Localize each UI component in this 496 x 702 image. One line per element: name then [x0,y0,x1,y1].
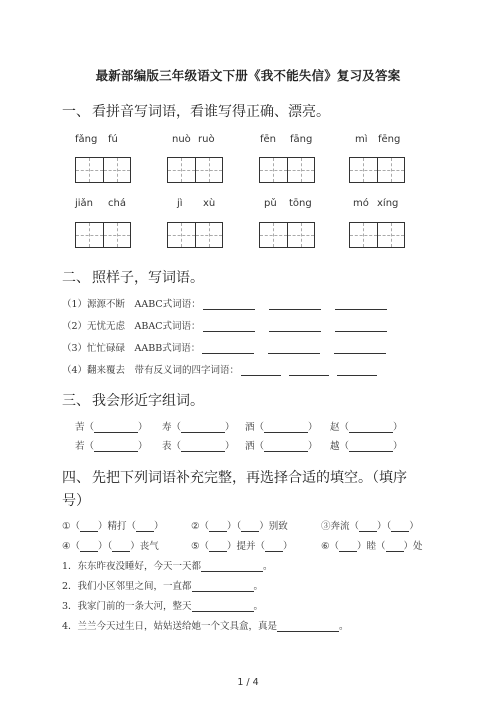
idiom-6 [321,538,423,552]
section1-heading [62,101,330,121]
answer-blank[interactable] [201,561,263,572]
answer-blank[interactable] [112,541,130,552]
pinyin-8-1: mó [353,198,369,209]
idiom-text: ④（ [62,541,81,552]
idiom-text: ）（ [377,521,392,532]
pinyin-1-2: fú [108,134,118,145]
writing-grid[interactable] [259,222,315,248]
sentence-4 [62,618,349,632]
answer-blank[interactable] [349,422,393,433]
sentence-end: 。 [339,621,349,632]
idiom-text: ）丧气 [130,541,159,552]
answer-blank[interactable] [289,365,329,376]
char-compound: 寿（ ） [162,422,235,433]
char-compound: 苦（ ） [75,422,148,433]
sentence-end: 。 [263,561,273,572]
page-number: 1 / 4 [237,677,259,688]
base-char: 越 [330,441,340,452]
section4-number: 四、 [62,470,90,486]
pinyin-7-1: pǔ [264,198,277,209]
writing-grid[interactable] [75,157,131,183]
answer-blank[interactable] [241,521,259,532]
base-char: 苦 [75,422,85,433]
section2-heading [62,267,204,287]
answer-blank[interactable] [264,422,308,433]
answer-blank[interactable] [391,521,409,532]
base-char: 表 [162,441,172,452]
writing-grid[interactable] [75,222,131,248]
base-char: 洒 [245,441,255,452]
sentence-text: 1．东东昨夜没睡好，今天一天都 [62,561,202,572]
base-char: 酒 [245,422,255,433]
section2-heading-text: 照样子，写词语。 [92,270,204,286]
answer-blank[interactable] [337,365,377,376]
pinyin-6-2: xù [203,198,216,209]
answer-blank[interactable] [335,321,387,332]
answer-blank[interactable] [386,541,404,552]
char-compound: 酒（ ） [245,422,318,433]
writing-grid[interactable] [167,157,223,183]
section4-heading-text: 先把下列词语补充完整，再选择合适的填空。（填序 [92,470,407,486]
pinyin-3-1: fēn [260,134,277,145]
sentence-text: 3．我家门前的一条大河，整天 [62,601,192,612]
char-compound: 表（ ） [162,441,235,452]
pinyin-2-1: nuò [172,134,191,145]
idiom-text: ）（ [227,521,242,532]
idiom-1 [62,518,164,532]
section3-number: 三、 [62,393,90,409]
idiom-text: ）处 [403,541,423,552]
writing-grid[interactable] [167,222,223,248]
pinyin-3-2: fāng [290,134,313,145]
answer-blank[interactable] [334,343,386,354]
section1-number: 一、 [62,104,90,120]
sentence-1 [62,558,273,572]
idiom-text: ⑤（ [191,541,210,552]
idiom-3 [321,518,419,532]
item-3 [62,340,386,354]
answer-blank[interactable] [94,441,138,452]
answer-blank[interactable] [192,601,254,612]
item-label: （3）忙忙碌碌 AABB式词语： [62,343,201,354]
char-compound: 洒（ ） [245,441,318,452]
idiom-text: ） [154,521,164,532]
sentence-end: 。 [253,581,264,592]
answer-blank[interactable] [349,441,393,452]
answer-blank[interactable] [203,321,255,332]
writing-grid[interactable] [259,157,315,183]
answer-blank[interactable] [264,441,308,452]
answer-blank[interactable] [359,521,377,532]
sentence-2 [62,578,263,592]
idiom-text: ）提并（ [227,541,266,552]
answer-blank[interactable] [268,343,320,354]
idiom-4 [62,538,159,552]
section3-heading-text: 我会形近字组词。 [92,393,204,409]
pinyin-4-2: fēng [378,134,401,145]
answer-blank[interactable] [339,541,357,552]
answer-blank[interactable] [80,521,98,532]
answer-blank[interactable] [241,365,281,376]
char-compound: 越（ ） [330,441,403,452]
answer-blank[interactable] [277,621,339,632]
idiom-2 [191,518,288,532]
answer-blank[interactable] [335,299,387,310]
sentence-text: 2．我们小区邻里之间，一直都 [62,581,192,592]
answer-blank[interactable] [181,422,225,433]
page-title: 最新部编版三年级语文下册《我不能失信》复习及答案 [95,68,401,83]
answer-blank[interactable] [181,441,225,452]
answer-blank[interactable] [202,343,254,354]
answer-blank[interactable] [269,299,321,310]
answer-blank[interactable] [269,321,321,332]
answer-blank[interactable] [94,422,138,433]
idiom-text: ） [283,541,293,552]
idiom-text: ）睦（ [357,541,386,552]
pinyin-6-1: jì [177,198,183,209]
pinyin-5-1: jiǎn [75,198,94,209]
section4-heading [62,467,407,487]
item-label: （2）无忧无虑 ABAC式词语： [62,321,201,332]
pinyin-1-1: fǎng [75,134,98,145]
pinyin-4-1: mì [355,134,368,145]
section2-number: 二、 [62,270,90,286]
answer-blank[interactable] [209,521,227,532]
answer-blank[interactable] [80,541,98,552]
char-compound: 赵（ ） [330,422,403,433]
idiom-text: ）别致 [259,521,288,532]
section3-heading [62,390,204,410]
item-label: （1）源源不断 AABC式词语： [62,299,201,310]
pinyin-7-2: tōng [289,198,312,209]
answer-blank[interactable] [209,541,227,552]
idiom-text: ）精打（ [98,521,137,532]
pinyin-8-2: xíng [377,198,399,209]
base-char: 赵 [330,422,340,433]
answer-blank[interactable] [136,521,154,532]
answer-blank[interactable] [265,541,283,552]
writing-grid[interactable] [349,157,405,183]
answer-blank[interactable] [192,581,254,592]
section4-heading-cont: 号） [62,493,90,509]
base-char: 寿 [162,422,172,433]
char-compound: 若（ ） [75,441,148,452]
idiom-text: ②（ [191,521,210,532]
writing-grid[interactable] [349,222,405,248]
pinyin-2-2: ruò [198,134,215,145]
item-2 [62,318,387,332]
base-char: 若 [75,441,85,452]
item-4 [62,362,377,376]
idiom-text: ⑥（ [321,541,340,552]
sentence-end: 。 [253,601,264,612]
answer-blank[interactable] [203,299,255,310]
idiom-text: ）（ [98,541,113,552]
section1-heading-text: 看拼音写词语，看谁写得正确、漂亮。 [92,104,330,120]
sentence-text: 4．兰兰今天过生日，姑姑送给她一个文具盒，真是 [62,621,278,632]
item-1 [62,296,387,310]
idiom-text: ①（ [62,521,81,532]
pinyin-5-2: chá [108,198,126,209]
item-label: （4）翻来覆去 带有反义词的四字词语： [62,365,240,376]
idiom-text: ③奔流（ [321,521,360,532]
idiom-5 [191,538,293,552]
idiom-text: ） [409,521,419,532]
sentence-3 [62,598,263,612]
